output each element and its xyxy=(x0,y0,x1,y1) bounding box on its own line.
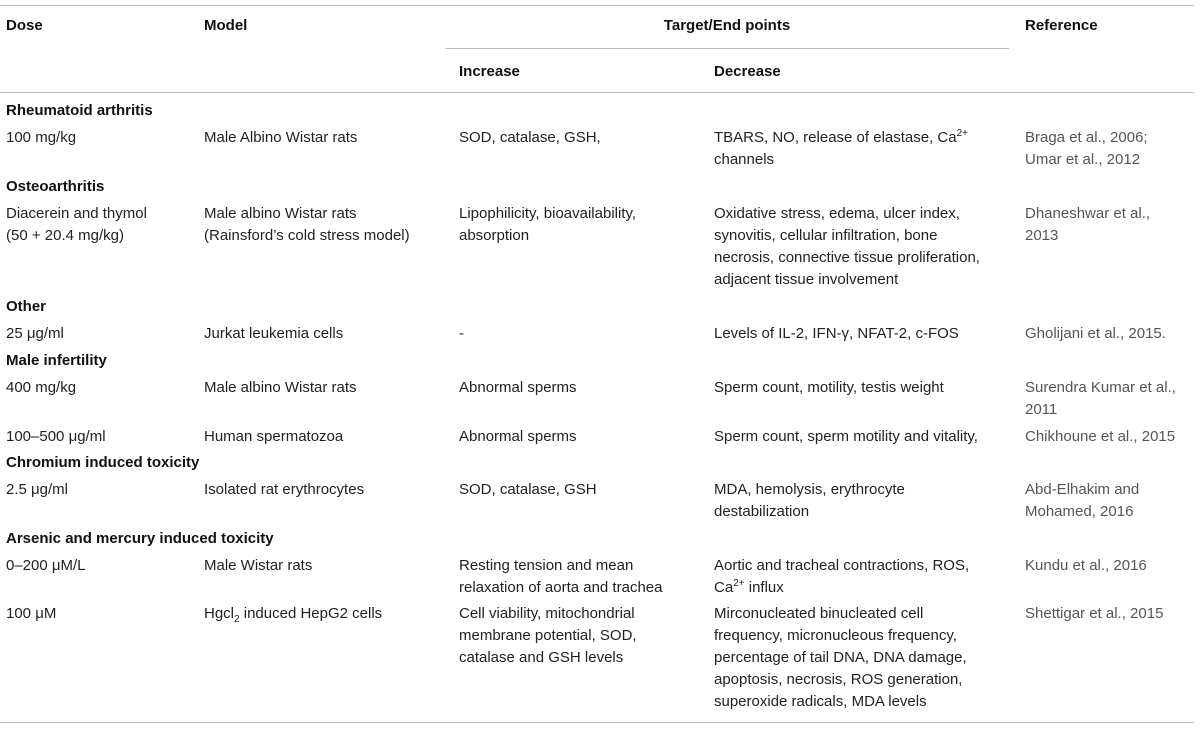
section-title: Male infertility xyxy=(6,352,107,369)
cell-decrease: Aortic and tracheal contractions, ROS, xyxy=(714,557,970,574)
header-decrease: Decrease xyxy=(714,63,781,80)
cell-decrease: necrosis, connective tissue proliferation, xyxy=(714,249,980,266)
cell-decrease: adjacent tissue involvement xyxy=(714,271,899,288)
cell-decrease xyxy=(714,127,968,149)
cell-reference: 2011 xyxy=(1025,401,1058,418)
cell-decrease: Levels of IL-2, IFN-γ, NFAT-2, c-FOS xyxy=(714,325,959,342)
cell-dose: 100 μM xyxy=(6,605,57,622)
cell-dose: Diacerein and thymol xyxy=(6,205,147,222)
section-title: Arsenic and mercury induced toxicity xyxy=(6,530,274,547)
cell-increase: Lipophilicity, bioavailability, xyxy=(459,205,637,222)
header-bottom-rule xyxy=(0,92,1194,93)
model-text: Hgcl xyxy=(204,605,235,622)
header-target: Target/End points xyxy=(663,17,791,34)
cell-decrease: Mirconucleated binucleated cell xyxy=(714,605,924,622)
cell-reference: Kundu et al., 2016 xyxy=(1025,557,1147,574)
cell-dose: 25 μg/ml xyxy=(6,325,64,342)
cell-model: Male Albino Wistar rats xyxy=(204,129,358,146)
cell-reference: Chikhoune et al., 2015 xyxy=(1025,428,1176,445)
cell-decrease: Sperm count, sperm motility and vitality, xyxy=(714,428,978,445)
cell-model: (Rainsford’s cold stress model) xyxy=(204,227,410,244)
section-title: Osteoarthritis xyxy=(6,178,105,195)
cell-increase: SOD, catalase, GSH xyxy=(459,481,597,498)
section-title: Other xyxy=(6,298,47,315)
cell-increase: absorption xyxy=(459,227,530,244)
cell-increase: - xyxy=(459,325,464,342)
cell-model xyxy=(204,603,382,625)
decrease-text: influx xyxy=(744,579,784,596)
cell-increase: Resting tension and mean xyxy=(459,557,634,574)
cell-reference: Umar et al., 2012 xyxy=(1025,151,1141,168)
cell-reference: Mohamed, 2016 xyxy=(1025,503,1134,520)
section-title: Rheumatoid arthritis xyxy=(6,102,153,119)
cell-decrease: apoptosis, necrosis, ROS generation, xyxy=(714,671,963,688)
header-increase: Increase xyxy=(459,63,520,80)
cell-model: Male albino Wistar rats xyxy=(204,205,357,222)
cell-decrease: superoxide radicals, MDA levels xyxy=(714,693,927,710)
cell-dose: (50 + 20.4 mg/kg) xyxy=(6,227,124,244)
table-top-rule xyxy=(0,5,1194,6)
cell-dose: 0–200 μM/L xyxy=(6,557,86,574)
header-dose: Dose xyxy=(6,17,43,34)
cell-increase: membrane potential, SOD, xyxy=(459,627,637,644)
subscript: 2 xyxy=(234,614,240,625)
decrease-text: TBARS, NO, release of elastase, Ca xyxy=(714,129,957,146)
cell-decrease-line: channels xyxy=(714,151,775,168)
cell-decrease-line xyxy=(714,577,784,599)
cell-dose: 400 mg/kg xyxy=(6,379,77,396)
cell-increase: catalase and GSH levels xyxy=(459,649,624,666)
cell-decrease: Oxidative stress, edema, ulcer index, xyxy=(714,205,960,222)
cell-increase: Abnormal sperms xyxy=(459,379,577,396)
cell-increase: SOD, catalase, GSH, xyxy=(459,129,601,146)
model-text: induced HepG2 cells xyxy=(239,605,383,622)
header-model: Model xyxy=(204,17,248,34)
header-reference: Reference xyxy=(1025,17,1098,34)
cell-reference: Surendra Kumar et al., xyxy=(1025,379,1176,396)
cell-reference: Gholijani et al., 2015. xyxy=(1025,325,1166,342)
cell-dose: 100 mg/kg xyxy=(6,129,77,146)
cell-dose: 100–500 μg/ml xyxy=(6,428,106,445)
cell-model: Male albino Wistar rats xyxy=(204,379,357,396)
cell-model: Male Wistar rats xyxy=(204,557,313,574)
cell-model: Isolated rat erythrocytes xyxy=(204,481,365,498)
cell-reference: Shettigar et al., 2015 xyxy=(1025,605,1164,622)
cell-reference: Dhaneshwar et al., xyxy=(1025,205,1151,222)
cell-increase: relaxation of aorta and trachea xyxy=(459,579,663,596)
cell-decrease: destabilization xyxy=(714,503,810,520)
superscript: 2+ xyxy=(956,128,969,139)
cell-dose: 2.5 μg/ml xyxy=(6,481,68,498)
section-title: Chromium induced toxicity xyxy=(6,454,200,471)
cell-model: Jurkat leukemia cells xyxy=(204,325,344,342)
cell-increase: Abnormal sperms xyxy=(459,428,577,445)
cell-decrease: frequency, micronucleous frequency, xyxy=(714,627,957,644)
cell-reference: Abd-Elhakim and xyxy=(1025,481,1140,498)
cell-model: Human spermatozoa xyxy=(204,428,344,445)
table-bottom-rule xyxy=(0,722,1194,723)
cell-reference: Braga et al., 2006; xyxy=(1025,129,1148,146)
superscript: 2+ xyxy=(733,578,745,589)
cell-increase: Cell viability, mitochondrial xyxy=(459,605,635,622)
cell-decrease: synovitis, cellular infiltration, bone xyxy=(714,227,938,244)
cell-decrease: Sperm count, motility, testis weight xyxy=(714,379,944,396)
cell-decrease: MDA, hemolysis, erythrocyte xyxy=(714,481,905,498)
cell-reference: 2013 xyxy=(1025,227,1059,244)
cell-decrease: percentage of tail DNA, DNA damage, xyxy=(714,649,967,666)
target-span-rule xyxy=(445,48,1009,49)
decrease-text: Ca xyxy=(714,579,734,596)
